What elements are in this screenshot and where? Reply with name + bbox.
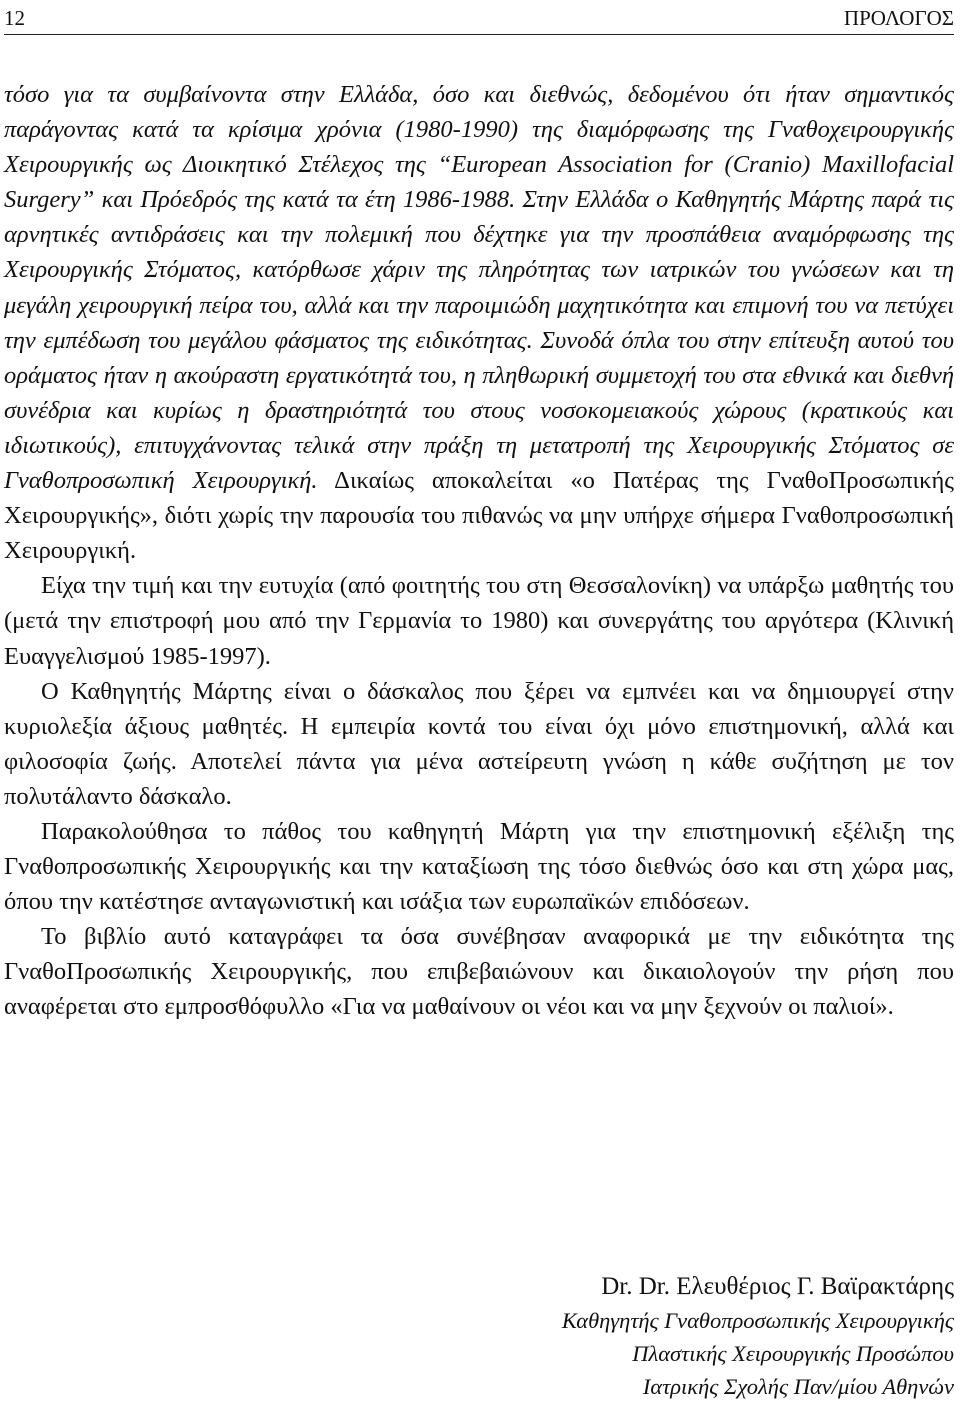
body-text xyxy=(4,77,954,1025)
running-header xyxy=(4,0,954,35)
paragraph-1 xyxy=(4,77,954,568)
signature-title-3: Ιατρικής Σχολής Παν/μίου Αθηνών xyxy=(642,1374,954,1399)
paragraph-1-italic: τόσο για τα συμβαίνοντα στην Ελλάδα, όσο και διεθνώς, δεδομένου ότι ήταν σημαντικός παράγοντας κατά τα κρίσιμα χρόνια (1980-1990) της διαμόρφωσης της Γναθοχειρουργικής Χειρουργικής ως Διοικητικό Στέλεχος της “European Association for (Cranio) Maxillofacial Surgery” και Πρόεδρός της κατά τα έτη 1986-1988. Στην Ελλάδα ο Καθηγητής Μάρτης παρά τις αρνητικές αντιδράσεις και την πολεμική που δέχτηκε για την προσπάθεια αναμόρφωσης της Χειρουργικής Στόματος, κατόρθωσε χάριν της πληρότητας των ιατρικών του γνώσεων και τη μεγάλη χειρουργική πείρα του, αλλά και την παροιμιώδη μαχητικότητα και επιμονή του να πετύχει την εμπέδωση του μεγάλου φάσματος της ειδικότητας. Συνοδά όπλα του στην επίτευξη αυτού του οράματος ήταν η ακούραστη εργατικότητά του, η πληθωρική συμμετοχή του στα εθνικά και διεθνή συνέδρια και κυρίως η δραστηριότητά του στους νοσοκομειακούς χώρους (κρατικούς και ιδιωτικούς), επιτυγχάνοντας τελικά στην πράξη τη μετατροπή της Χειρουργικής Στόματος σε Γναθοπροσωπική Χειρουργική. xyxy=(4,81,954,495)
paragraph-4: Παρακολούθησα το πάθος του καθηγητή Μάρτη για την επιστημονική εξέλιξη της Γναθοπροσωπικής Χειρουργικής και την καταξίωση της τόσο διεθνώς όσο και στη χώρα μας, όπου την κατέστησε ανταγωνιστική και ισάξια των ευρωπαϊκών επιδόσεων. xyxy=(4,817,954,916)
paragraph-3: Ο Καθηγητής Μάρτης είναι ο δάσκαλος που ξέρει να εμπνέει και να δημιουργεί στην κυριολεξία άξιους μαθητές. Η εμπειρία κοντά του είναι όχι μόνο επιστημονική, αλλά και φιλοσοφία ζωής. Αποτελεί πάντα για μένα αστείρευτη γνώση η κάθε συζήτηση με τον πολυτάλαντο δάσκαλο. xyxy=(4,677,954,810)
signature-title-2: Πλαστικής Χειρουργικής Προσώπου xyxy=(632,1341,954,1366)
signature-block xyxy=(562,1270,954,1403)
section-title: ΠΡΟΛΟΓΟΣ xyxy=(843,6,954,30)
page xyxy=(4,0,954,1399)
signature-name: Dr. Dr. Ελευθέριος Γ. Βαϊρακτάρης xyxy=(601,1273,954,1300)
page-number: 12 xyxy=(4,6,25,30)
paragraph-5: Το βιβλίο αυτό καταγράφει τα όσα συνέβησαν αναφορικά με την ειδικότητα της ΓναθοΠροσωπικής Χειρουργικής, που επιβεβαιώνουν και δικαιολογούν την ρήση που αναφέρεται στο εμπροσθόφυλλο «Για να μαθαίνουν οι νέοι και να μην ξεχνούν οι παλιοί». xyxy=(4,923,954,1021)
paragraph-2: Είχα την τιμή και την ευτυχία (από φοιτητής του στη Θεσσαλονίκη) να υπάρξω μαθητής του (μετά την επιστροφή μου από την Γερμανία το 1980) και συνεργάτης του αργότερα (Κλινική Ευαγγελισμού 1985-1997). xyxy=(4,572,954,670)
signature-title-1: Καθηγητής Γναθοπροσωπικής Χειρουργικής xyxy=(561,1308,954,1333)
paragraph-1-roman: Δικαίως αποκαλείται «ο Πατέρας της ΓναθοΠροσωπικής Χειρουργικής», διότι χωρίς την παρουσία του πιθανώς να μην υπήρχε σήμερα Γναθοπροσωπική Χειρουργική. xyxy=(4,467,954,565)
